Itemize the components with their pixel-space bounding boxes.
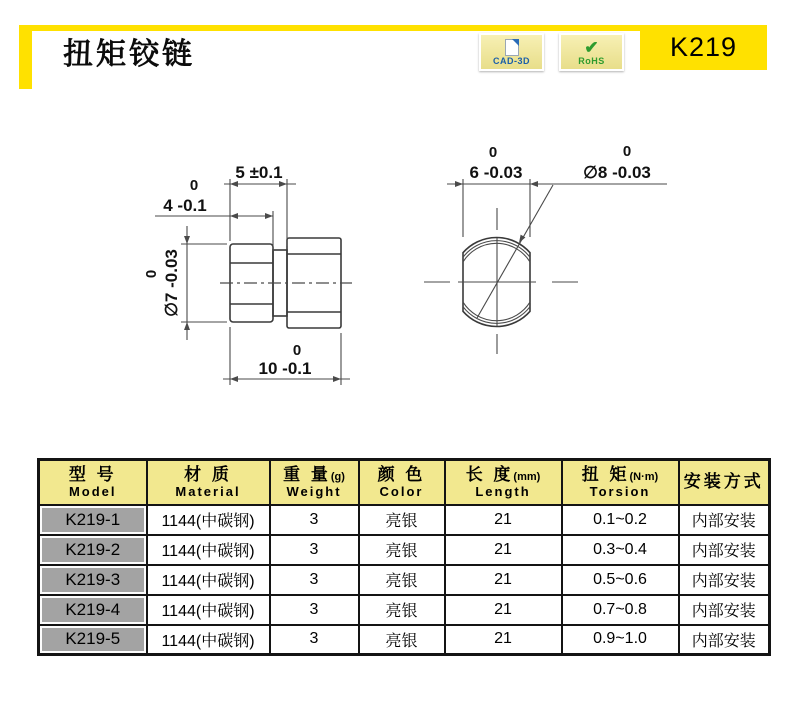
spec-table-body <box>39 505 770 655</box>
column-header-material <box>147 460 270 505</box>
cell-color: 亮银 <box>359 505 445 535</box>
header-badges <box>479 33 624 71</box>
dim-label-length-hex: 4 -0.1 <box>163 196 207 215</box>
cell-material: 1144(中碳钢) <box>147 595 270 625</box>
cell-material: 1144(中碳钢) <box>147 505 270 535</box>
cell-model: K219-1 <box>39 505 147 535</box>
dim-label-length-hex-upper: 0 <box>189 177 199 194</box>
header-zh: 颜 色 <box>377 464 426 484</box>
column-header-model <box>39 460 147 505</box>
cell-length: 21 <box>445 505 562 535</box>
cell-material: 1144(中碳钢) <box>147 535 270 565</box>
cell-installation: 内部安装 <box>679 565 770 595</box>
dim-label-length-segment: 5 ±0.1 <box>235 163 283 182</box>
column-header-torsion <box>562 460 679 505</box>
cell-model: K219-2 <box>39 535 147 565</box>
cell-torsion: 0.1~0.2 <box>562 505 679 535</box>
header-zh: 安装方式 <box>683 472 764 492</box>
cell-color: 亮银 <box>359 625 445 655</box>
dim-label-diameter8-upper: 0 <box>622 143 632 160</box>
rohs-badge[interactable] <box>559 33 624 71</box>
rohs-badge-label: RoHS <box>578 55 605 66</box>
cell-length: 21 <box>445 625 562 655</box>
column-header-color <box>359 460 445 505</box>
table-row <box>39 595 770 625</box>
cell-installation: 内部安装 <box>679 625 770 655</box>
table-row <box>39 505 770 535</box>
cell-length: 21 <box>445 595 562 625</box>
header-en: Length <box>475 483 531 499</box>
header-unit: (g) <box>330 470 345 483</box>
header-unit: (N·m) <box>629 470 659 483</box>
cell-weight: 3 <box>270 595 359 625</box>
header-zh: 型 号 <box>68 464 117 484</box>
dim-label-diameter7-upper: 0 <box>143 269 160 279</box>
cell-material: 1144(中碳钢) <box>147 565 270 595</box>
dim-label-length-total: 10 -0.1 <box>258 359 312 378</box>
table-row <box>39 625 770 655</box>
column-header-weight <box>270 460 359 505</box>
cad-badge-label: CAD-3D <box>492 55 530 66</box>
cell-weight: 3 <box>270 565 359 595</box>
header-en: Color <box>379 483 424 499</box>
header-en: Model <box>68 483 117 499</box>
side-view-drawing <box>143 163 352 385</box>
header-en: Torsion <box>589 483 651 499</box>
header-en: Material <box>175 483 241 499</box>
cell-color: 亮银 <box>359 565 445 595</box>
part-number: K219 <box>669 32 738 62</box>
cell-torsion: 0.5~0.6 <box>562 565 679 595</box>
part-number-box <box>640 25 767 70</box>
cell-color: 亮银 <box>359 595 445 625</box>
cell-color: 亮银 <box>359 535 445 565</box>
dim-label-diameter7: ∅7 -0.03 <box>162 249 181 317</box>
end-view-drawing <box>424 143 667 354</box>
technical-drawing <box>100 130 700 420</box>
cell-weight: 3 <box>270 505 359 535</box>
page-title: 扭矩铰链 <box>63 38 195 71</box>
dim-label-diameter8: ∅8 -0.03 <box>583 163 651 182</box>
table-row <box>39 535 770 565</box>
header-zh: 扭 矩 <box>581 464 630 484</box>
spec-table <box>37 458 771 656</box>
dim-label-width6: 6 -0.03 <box>469 163 523 182</box>
cell-length: 21 <box>445 565 562 595</box>
header-en: Weight <box>286 483 342 499</box>
column-header-length <box>445 460 562 505</box>
cell-model: K219-4 <box>39 595 147 625</box>
cell-weight: 3 <box>270 625 359 655</box>
cell-model: K219-3 <box>39 565 147 595</box>
cad-document-icon <box>505 39 519 56</box>
cell-torsion: 0.9~1.0 <box>562 625 679 655</box>
cell-model: K219-5 <box>39 625 147 655</box>
header-zh: 重 量 <box>283 464 331 484</box>
header-zh: 材 质 <box>184 464 232 484</box>
cell-installation: 内部安装 <box>679 535 770 565</box>
cell-torsion: 0.3~0.4 <box>562 535 679 565</box>
dim-label-length-total-upper: 0 <box>292 342 302 359</box>
cad-3d-badge[interactable] <box>479 33 544 71</box>
dim-label-width6-upper: 0 <box>488 144 498 161</box>
table-row <box>39 565 770 595</box>
cell-installation: 内部安装 <box>679 505 770 535</box>
cell-weight: 3 <box>270 535 359 565</box>
spec-table-header-row <box>39 460 770 505</box>
cell-material: 1144(中碳钢) <box>147 625 270 655</box>
rohs-check-icon: ✔ <box>584 37 599 57</box>
cell-length: 21 <box>445 535 562 565</box>
yellow-left-accent-bar <box>19 25 32 89</box>
cell-installation: 内部安装 <box>679 595 770 625</box>
header-zh: 长 度 <box>465 464 514 484</box>
header-unit: (mm) <box>513 470 541 483</box>
cell-torsion: 0.7~0.8 <box>562 595 679 625</box>
column-header-installation <box>679 460 770 505</box>
